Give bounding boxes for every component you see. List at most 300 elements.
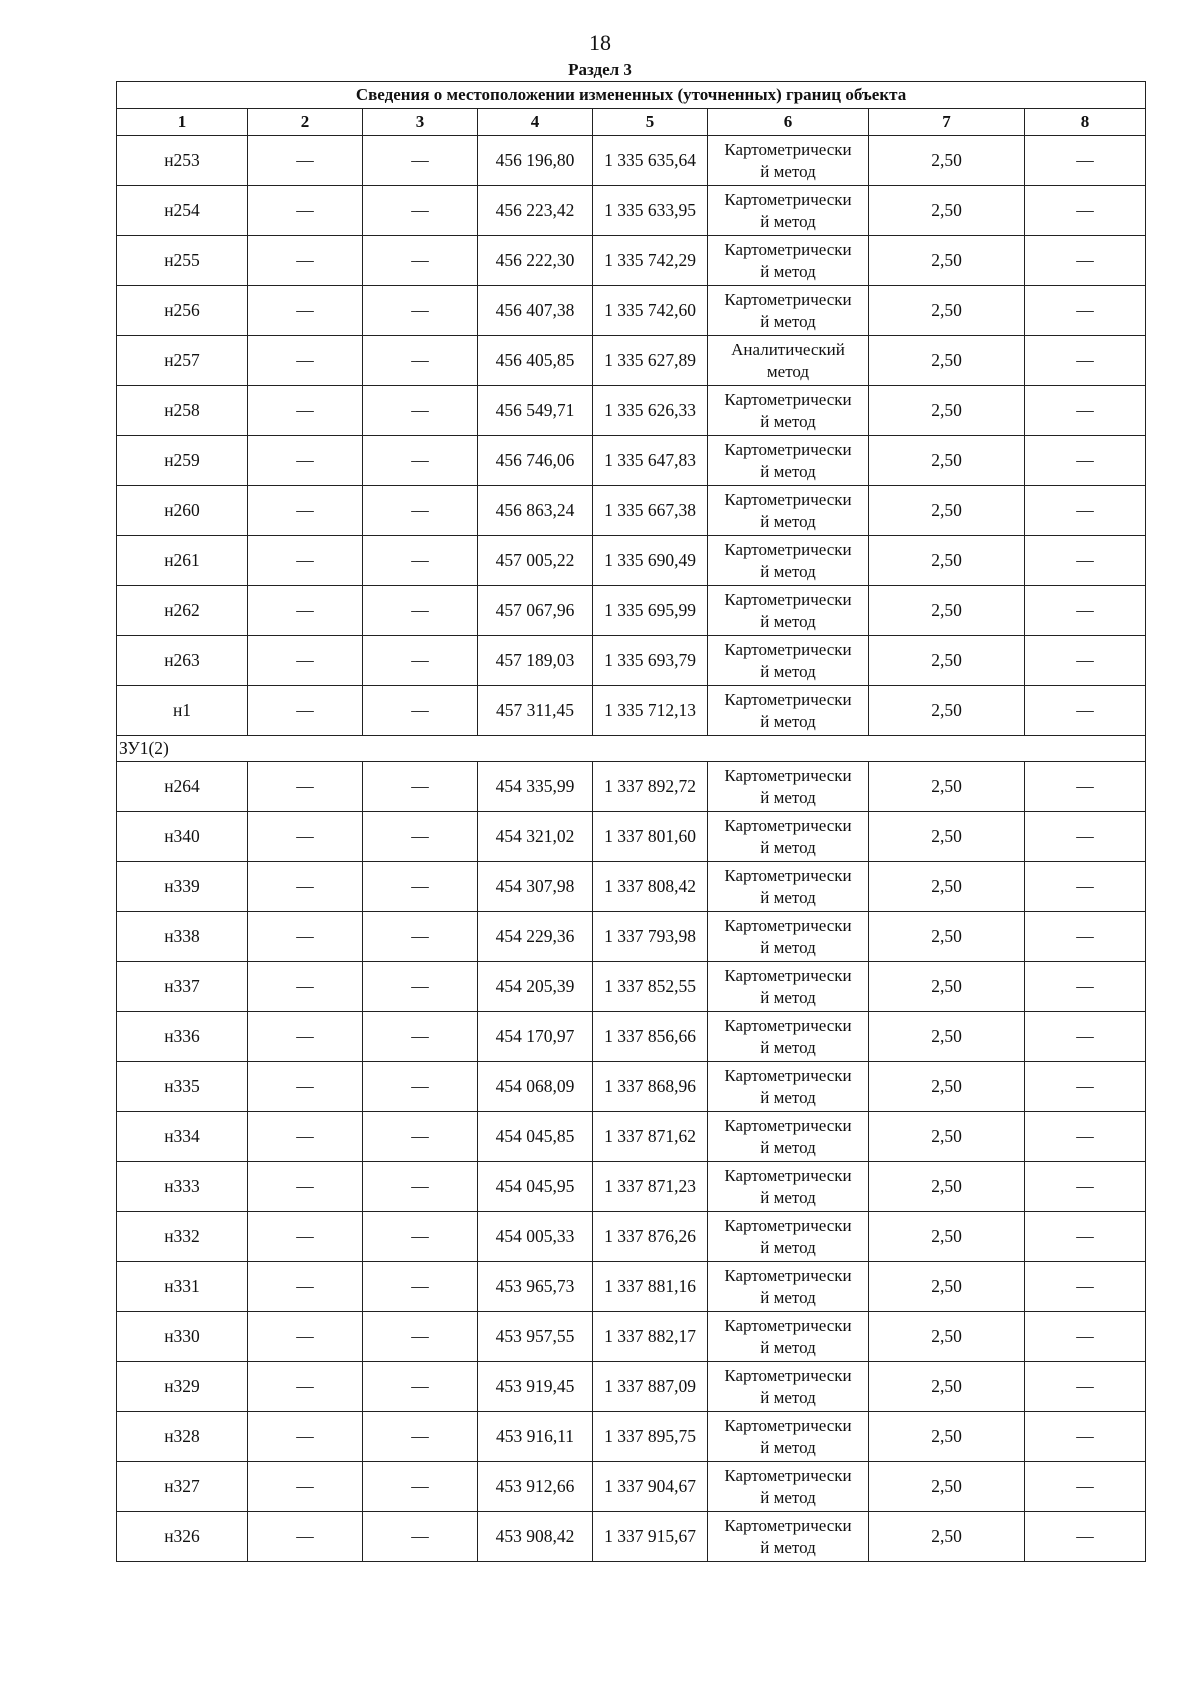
table-body [117, 136, 1146, 1562]
col8-cell: — [1025, 912, 1146, 962]
accuracy-cell: 2,50 [869, 136, 1025, 186]
y-coordinate-cell: 1 335 742,60 [593, 286, 708, 336]
x-coordinate-cell: 457 005,22 [478, 536, 593, 586]
col2-cell: — [248, 436, 363, 486]
method-cell [708, 1212, 869, 1262]
accuracy-cell: 2,50 [869, 962, 1025, 1012]
col2-cell: — [248, 586, 363, 636]
col2-cell: — [248, 1362, 363, 1412]
col2-cell: — [248, 812, 363, 862]
table-row [117, 1062, 1146, 1112]
accuracy-cell: 2,50 [869, 536, 1025, 586]
method-line-1: Картометрически [724, 439, 852, 459]
point-name-cell: н256 [117, 286, 248, 336]
col2-cell: — [248, 1412, 363, 1462]
table-row [117, 286, 1146, 336]
method-line-1: Картометрически [724, 589, 852, 609]
column-number: 7 [869, 109, 1025, 136]
x-coordinate-cell: 454 045,95 [478, 1162, 593, 1212]
table-row [117, 1512, 1146, 1562]
method-cell [708, 336, 869, 386]
col2-cell: — [248, 686, 363, 736]
point-name-cell: н326 [117, 1512, 248, 1562]
accuracy-cell: 2,50 [869, 636, 1025, 686]
y-coordinate-cell: 1 335 712,13 [593, 686, 708, 736]
method-line-1: Картометрически [724, 189, 852, 209]
col2-cell: — [248, 1512, 363, 1562]
col2-cell: — [248, 1312, 363, 1362]
table-row [117, 236, 1146, 286]
method-cell [708, 762, 869, 812]
col2-cell: — [248, 1012, 363, 1062]
accuracy-cell: 2,50 [869, 436, 1025, 486]
x-coordinate-cell: 457 067,96 [478, 586, 593, 636]
column-number: 4 [478, 109, 593, 136]
y-coordinate-cell: 1 337 904,67 [593, 1462, 708, 1512]
method-line-2: й метод [760, 261, 816, 281]
col2-cell: — [248, 1162, 363, 1212]
point-name-cell: н263 [117, 636, 248, 686]
column-number: 2 [248, 109, 363, 136]
method-cell [708, 812, 869, 862]
accuracy-cell: 2,50 [869, 486, 1025, 536]
table-row [117, 762, 1146, 812]
method-line-1: Картометрически [724, 1365, 852, 1385]
col3-cell: — [363, 686, 478, 736]
point-name-cell: н333 [117, 1162, 248, 1212]
method-cell [708, 1262, 869, 1312]
col2-cell: — [248, 286, 363, 336]
group-label: ЗУ1(2) [117, 736, 1146, 762]
y-coordinate-cell: 1 337 892,72 [593, 762, 708, 812]
col3-cell: — [363, 536, 478, 586]
col8-cell: — [1025, 536, 1146, 586]
method-line-2: й метод [760, 661, 816, 681]
col8-cell: — [1025, 1462, 1146, 1512]
col3-cell: — [363, 1362, 478, 1412]
col2-cell: — [248, 336, 363, 386]
y-coordinate-cell: 1 337 881,16 [593, 1262, 708, 1312]
table-row [117, 812, 1146, 862]
x-coordinate-cell: 453 916,11 [478, 1412, 593, 1462]
table-row [117, 1262, 1146, 1312]
point-name-cell: н259 [117, 436, 248, 486]
col2-cell: — [248, 186, 363, 236]
method-line-1: Картометрически [724, 489, 852, 509]
page-number: 18 [589, 30, 611, 55]
x-coordinate-cell: 456 863,24 [478, 486, 593, 536]
method-line-1: Картометрически [724, 915, 852, 935]
col3-cell: — [363, 436, 478, 486]
x-coordinate-cell: 456 549,71 [478, 386, 593, 436]
accuracy-cell: 2,50 [869, 1112, 1025, 1162]
accuracy-cell: 2,50 [869, 1362, 1025, 1412]
y-coordinate-cell: 1 337 871,23 [593, 1162, 708, 1212]
method-line-2: й метод [760, 1137, 816, 1157]
y-coordinate-cell: 1 335 633,95 [593, 186, 708, 236]
method-line-2: й метод [760, 987, 816, 1007]
column-number: 5 [593, 109, 708, 136]
col2-cell: — [248, 912, 363, 962]
method-line-1: Картометрически [724, 1215, 852, 1235]
x-coordinate-cell: 454 005,33 [478, 1212, 593, 1262]
method-line-1: Картометрически [724, 1315, 852, 1335]
col2-cell: — [248, 486, 363, 536]
col8-cell: — [1025, 1062, 1146, 1112]
accuracy-cell: 2,50 [869, 336, 1025, 386]
col8-cell: — [1025, 1112, 1146, 1162]
col8-cell: — [1025, 236, 1146, 286]
point-name-cell: н255 [117, 236, 248, 286]
col8-cell: — [1025, 436, 1146, 486]
method-line-1: Картометрически [724, 689, 852, 709]
y-coordinate-cell: 1 337 852,55 [593, 962, 708, 1012]
method-line-2: й метод [760, 461, 816, 481]
method-line-1: Картометрически [724, 389, 852, 409]
table-row [117, 1162, 1146, 1212]
x-coordinate-cell: 456 196,80 [478, 136, 593, 186]
col3-cell: — [363, 1062, 478, 1112]
col3-cell: — [363, 136, 478, 186]
col8-cell: — [1025, 136, 1146, 186]
col2-cell: — [248, 536, 363, 586]
table-row [117, 686, 1146, 736]
col8-cell: — [1025, 336, 1146, 386]
method-line-1: Картометрически [724, 1065, 852, 1085]
table-row [117, 336, 1146, 386]
method-line-1: Картометрически [724, 1265, 852, 1285]
y-coordinate-cell: 1 335 742,29 [593, 236, 708, 286]
table-row [117, 186, 1146, 236]
col8-cell: — [1025, 1012, 1146, 1062]
x-coordinate-cell: 453 957,55 [478, 1312, 593, 1362]
col8-cell: — [1025, 1412, 1146, 1462]
accuracy-cell: 2,50 [869, 1012, 1025, 1062]
accuracy-cell: 2,50 [869, 812, 1025, 862]
method-cell [708, 486, 869, 536]
method-cell [708, 1362, 869, 1412]
method-cell [708, 186, 869, 236]
method-line-2: й метод [760, 1337, 816, 1357]
x-coordinate-cell: 456 407,38 [478, 286, 593, 336]
method-cell [708, 1412, 869, 1462]
col8-cell: — [1025, 636, 1146, 686]
x-coordinate-cell: 454 068,09 [478, 1062, 593, 1112]
col8-cell: — [1025, 812, 1146, 862]
point-name-cell: н330 [117, 1312, 248, 1362]
col2-cell: — [248, 386, 363, 436]
col3-cell: — [363, 962, 478, 1012]
method-cell [708, 1162, 869, 1212]
y-coordinate-cell: 1 337 887,09 [593, 1362, 708, 1412]
method-line-1: Аналитический [731, 339, 845, 359]
col3-cell: — [363, 1462, 478, 1512]
col3-cell: — [363, 812, 478, 862]
y-coordinate-cell: 1 335 626,33 [593, 386, 708, 436]
method-cell [708, 536, 869, 586]
col3-cell: — [363, 1162, 478, 1212]
col3-cell: — [363, 862, 478, 912]
point-name-cell: н253 [117, 136, 248, 186]
point-name-cell: н331 [117, 1262, 248, 1312]
accuracy-cell: 2,50 [869, 1212, 1025, 1262]
col3-cell: — [363, 186, 478, 236]
accuracy-cell: 2,50 [869, 1312, 1025, 1362]
method-line-2: й метод [760, 837, 816, 857]
y-coordinate-cell: 1 337 882,17 [593, 1312, 708, 1362]
y-coordinate-cell: 1 337 895,75 [593, 1412, 708, 1462]
point-name-cell: н335 [117, 1062, 248, 1112]
accuracy-cell: 2,50 [869, 1062, 1025, 1112]
x-coordinate-cell: 453 919,45 [478, 1362, 593, 1412]
col3-cell: — [363, 386, 478, 436]
accuracy-cell: 2,50 [869, 1162, 1025, 1212]
method-line-1: Картометрически [724, 539, 852, 559]
y-coordinate-cell: 1 337 915,67 [593, 1512, 708, 1562]
method-line-1: Картометрически [724, 965, 852, 985]
point-name-cell: н329 [117, 1362, 248, 1412]
point-name-cell: н339 [117, 862, 248, 912]
method-cell [708, 436, 869, 486]
method-cell [708, 386, 869, 436]
method-line-2: й метод [760, 1487, 816, 1507]
x-coordinate-cell: 457 311,45 [478, 686, 593, 736]
y-coordinate-cell: 1 337 868,96 [593, 1062, 708, 1112]
accuracy-cell: 2,50 [869, 1512, 1025, 1562]
method-line-2: й метод [760, 1537, 816, 1557]
col2-cell: — [248, 1262, 363, 1312]
y-coordinate-cell: 1 337 801,60 [593, 812, 708, 862]
method-line-2: й метод [760, 311, 816, 331]
method-line-1: Картометрически [724, 289, 852, 309]
col2-cell: — [248, 136, 363, 186]
table-row [117, 136, 1146, 186]
method-line-2: й метод [760, 1237, 816, 1257]
x-coordinate-cell: 453 965,73 [478, 1262, 593, 1312]
col3-cell: — [363, 1312, 478, 1362]
x-coordinate-cell: 453 912,66 [478, 1462, 593, 1512]
point-name-cell: н264 [117, 762, 248, 812]
y-coordinate-cell: 1 335 695,99 [593, 586, 708, 636]
point-name-cell: н261 [117, 536, 248, 586]
point-name-cell: н334 [117, 1112, 248, 1162]
accuracy-cell: 2,50 [869, 386, 1025, 436]
col3-cell: — [363, 1262, 478, 1312]
method-line-1: Картометрически [724, 1115, 852, 1135]
col3-cell: — [363, 1112, 478, 1162]
method-cell [708, 286, 869, 336]
method-line-1: Картометрически [724, 1415, 852, 1435]
col8-cell: — [1025, 186, 1146, 236]
x-coordinate-cell: 454 335,99 [478, 762, 593, 812]
col2-cell: — [248, 962, 363, 1012]
table-row [117, 1112, 1146, 1162]
col8-cell: — [1025, 762, 1146, 812]
method-cell [708, 136, 869, 186]
col3-cell: — [363, 486, 478, 536]
method-line-2: й метод [760, 887, 816, 907]
accuracy-cell: 2,50 [869, 912, 1025, 962]
col8-cell: — [1025, 1362, 1146, 1412]
table-title-row [117, 82, 1146, 109]
x-coordinate-cell: 454 307,98 [478, 862, 593, 912]
table-row [117, 862, 1146, 912]
table-row [117, 1012, 1146, 1062]
accuracy-cell: 2,50 [869, 286, 1025, 336]
table-row [117, 536, 1146, 586]
accuracy-cell: 2,50 [869, 1262, 1025, 1312]
method-line-2: й метод [760, 1387, 816, 1407]
col3-cell: — [363, 236, 478, 286]
table-row [117, 586, 1146, 636]
col2-cell: — [248, 636, 363, 686]
col3-cell: — [363, 586, 478, 636]
method-line-2: й метод [760, 1187, 816, 1207]
y-coordinate-cell: 1 335 693,79 [593, 636, 708, 686]
col8-cell: — [1025, 386, 1146, 436]
method-cell [708, 1312, 869, 1362]
col3-cell: — [363, 336, 478, 386]
col8-cell: — [1025, 1212, 1146, 1262]
col2-cell: — [248, 1112, 363, 1162]
col2-cell: — [248, 1212, 363, 1262]
method-line-2: й метод [760, 937, 816, 957]
col3-cell: — [363, 286, 478, 336]
accuracy-cell: 2,50 [869, 862, 1025, 912]
col3-cell: — [363, 1412, 478, 1462]
y-coordinate-cell: 1 337 856,66 [593, 1012, 708, 1062]
y-coordinate-cell: 1 335 627,89 [593, 336, 708, 386]
y-coordinate-cell: 1 337 793,98 [593, 912, 708, 962]
table-row [117, 1412, 1146, 1462]
point-name-cell: н336 [117, 1012, 248, 1062]
method-line-1: Картометрически [724, 239, 852, 259]
method-cell [708, 1062, 869, 1112]
col2-cell: — [248, 236, 363, 286]
col8-cell: — [1025, 686, 1146, 736]
method-line-2: й метод [760, 211, 816, 231]
col3-cell: — [363, 636, 478, 686]
point-name-cell: н327 [117, 1462, 248, 1512]
accuracy-cell: 2,50 [869, 1462, 1025, 1512]
group-header-row [117, 736, 1146, 762]
coordinates-table [116, 81, 1146, 1562]
col8-cell: — [1025, 1512, 1146, 1562]
y-coordinate-cell: 1 335 690,49 [593, 536, 708, 586]
method-cell [708, 1512, 869, 1562]
x-coordinate-cell: 454 321,02 [478, 812, 593, 862]
method-line-2: й метод [760, 511, 816, 531]
table-row [117, 386, 1146, 436]
table-title: Сведения о местоположении измененных (уточненных) границ объекта [117, 82, 1146, 109]
table-row [117, 636, 1146, 686]
method-line-2: й метод [760, 1037, 816, 1057]
method-cell [708, 862, 869, 912]
table-row [117, 1462, 1146, 1512]
column-number: 3 [363, 109, 478, 136]
column-number: 1 [117, 109, 248, 136]
col3-cell: — [363, 1212, 478, 1262]
method-line-1: Картометрически [724, 1015, 852, 1035]
accuracy-cell: 2,50 [869, 586, 1025, 636]
method-line-2: й метод [760, 611, 816, 631]
method-cell [708, 962, 869, 1012]
x-coordinate-cell: 454 205,39 [478, 962, 593, 1012]
method-line-1: Картометрически [724, 1515, 852, 1535]
col2-cell: — [248, 1462, 363, 1512]
method-line-2: й метод [760, 161, 816, 181]
point-name-cell: н340 [117, 812, 248, 862]
point-name-cell: н258 [117, 386, 248, 436]
x-coordinate-cell: 457 189,03 [478, 636, 593, 686]
method-cell [708, 1012, 869, 1062]
col3-cell: — [363, 912, 478, 962]
x-coordinate-cell: 456 223,42 [478, 186, 593, 236]
method-line-2: й метод [760, 1087, 816, 1107]
x-coordinate-cell: 456 222,30 [478, 236, 593, 286]
table-row [117, 436, 1146, 486]
method-line-2: й метод [760, 561, 816, 581]
y-coordinate-cell: 1 337 871,62 [593, 1112, 708, 1162]
col8-cell: — [1025, 486, 1146, 536]
method-line-2: й метод [760, 1287, 816, 1307]
point-name-cell: н338 [117, 912, 248, 962]
point-name-cell: н254 [117, 186, 248, 236]
col3-cell: — [363, 1512, 478, 1562]
method-line-1: Картометрически [724, 1465, 852, 1485]
point-name-cell: н1 [117, 686, 248, 736]
y-coordinate-cell: 1 335 635,64 [593, 136, 708, 186]
y-coordinate-cell: 1 337 876,26 [593, 1212, 708, 1262]
table-row [117, 912, 1146, 962]
method-line-1: Картометрически [724, 139, 852, 159]
table-row [117, 486, 1146, 536]
x-coordinate-cell: 456 405,85 [478, 336, 593, 386]
method-line-1: Картометрически [724, 865, 852, 885]
point-name-cell: н260 [117, 486, 248, 536]
point-name-cell: н257 [117, 336, 248, 386]
accuracy-cell: 2,50 [869, 1412, 1025, 1462]
method-cell [708, 686, 869, 736]
method-cell [708, 1462, 869, 1512]
x-coordinate-cell: 456 746,06 [478, 436, 593, 486]
table-row [117, 1362, 1146, 1412]
method-cell [708, 236, 869, 286]
accuracy-cell: 2,50 [869, 236, 1025, 286]
method-line-2: й метод [760, 1437, 816, 1457]
col2-cell: — [248, 762, 363, 812]
col8-cell: — [1025, 586, 1146, 636]
y-coordinate-cell: 1 335 667,38 [593, 486, 708, 536]
method-line-1: Картометрически [724, 765, 852, 785]
col3-cell: — [363, 762, 478, 812]
method-line-1: Картометрически [724, 639, 852, 659]
x-coordinate-cell: 454 045,85 [478, 1112, 593, 1162]
x-coordinate-cell: 453 908,42 [478, 1512, 593, 1562]
column-number: 6 [708, 109, 869, 136]
col8-cell: — [1025, 862, 1146, 912]
section-title: Раздел 3 [568, 60, 632, 79]
accuracy-cell: 2,50 [869, 762, 1025, 812]
col8-cell: — [1025, 1162, 1146, 1212]
col8-cell: — [1025, 1262, 1146, 1312]
point-name-cell: н332 [117, 1212, 248, 1262]
table-row [117, 1312, 1146, 1362]
x-coordinate-cell: 454 229,36 [478, 912, 593, 962]
accuracy-cell: 2,50 [869, 686, 1025, 736]
method-line-2: й метод [760, 411, 816, 431]
method-cell [708, 912, 869, 962]
